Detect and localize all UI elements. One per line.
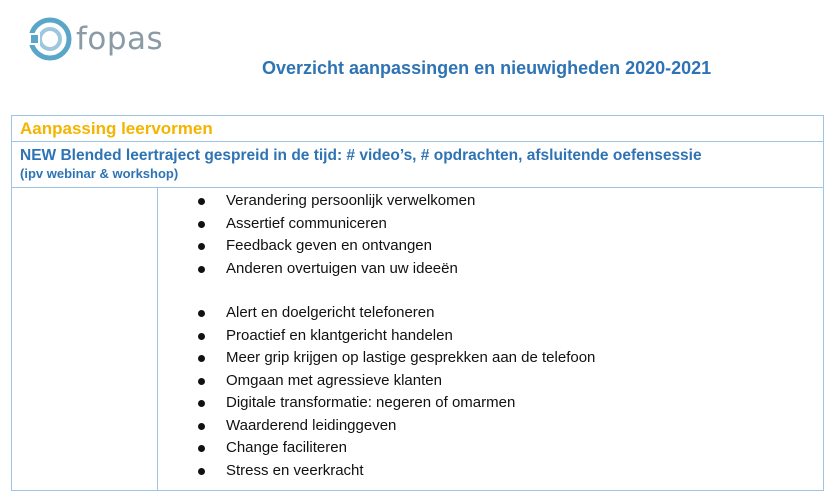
fopas-logo-icon [28, 17, 72, 61]
list-item-label: Alert en doelgericht telefoneren [226, 304, 435, 321]
list-item [198, 258, 475, 281]
bullet-icon [198, 198, 205, 205]
list-item-label: Verandering persoonlijk verwelkomen [226, 192, 476, 209]
list-item [198, 392, 595, 415]
subsection-note: (ipv webinar & workshop) [20, 166, 179, 181]
empty-left-cell [12, 188, 158, 490]
list-item-label: Stress en veerkracht [226, 461, 364, 479]
list-item-label: Omgaan met agressieve klanten [226, 371, 442, 389]
list-item [198, 235, 475, 258]
bullet-icon [198, 468, 205, 475]
list-item-label: Digitale transformatie: negeren of omarmen [226, 394, 516, 411]
course-list-cell [158, 188, 823, 490]
section-row [12, 116, 823, 142]
bullet-icon [198, 400, 205, 407]
bullet-icon [198, 310, 205, 317]
bullet-icon [198, 221, 205, 228]
list-item [198, 347, 595, 370]
list-item [198, 302, 595, 325]
subsection-title: NEW Blended leertraject gespreid in de tijd: # video’s, # opdrachten, afsluitende oefensessie [20, 147, 702, 164]
list-item [198, 437, 595, 460]
list-item-label: Meer grip krijgen op lastige gesprekken aan de telefoon [226, 349, 596, 366]
course-group-1 [198, 190, 475, 280]
page-title: Overzicht aanpassingen en nieuwigheden 2020-2021 [262, 58, 712, 78]
bullet-icon [198, 378, 205, 385]
overview-table [11, 115, 824, 491]
bullet-icon [198, 333, 205, 340]
list-item-label: Feedback geven en ontvangen [226, 237, 432, 254]
logo-wordmark: fopas [76, 20, 164, 57]
fopas-logo [28, 14, 163, 64]
bullet-icon [198, 423, 205, 430]
bullet-icon [198, 355, 205, 362]
course-group-2 [198, 302, 595, 482]
bullet-icon [198, 445, 205, 452]
subsection-row [12, 142, 823, 188]
list-item [198, 190, 475, 213]
list-item [198, 213, 475, 236]
list-item-label: Waarderend leidinggeven [226, 416, 397, 434]
bullet-icon [198, 266, 205, 273]
list-item-label: Assertief communiceren [226, 214, 387, 232]
list-item [198, 370, 595, 393]
course-list-row [12, 188, 823, 490]
list-item [198, 325, 595, 348]
list-item-label: Anderen overtuigen van uw ideeën [226, 259, 458, 277]
bullet-icon [198, 243, 205, 250]
list-item [198, 460, 595, 483]
section-title: Aanpassing leervormen [20, 118, 213, 138]
list-item-label: Change faciliteren [226, 439, 347, 456]
list-item-label: Proactief en klantgericht handelen [226, 326, 453, 344]
list-item [198, 415, 595, 438]
